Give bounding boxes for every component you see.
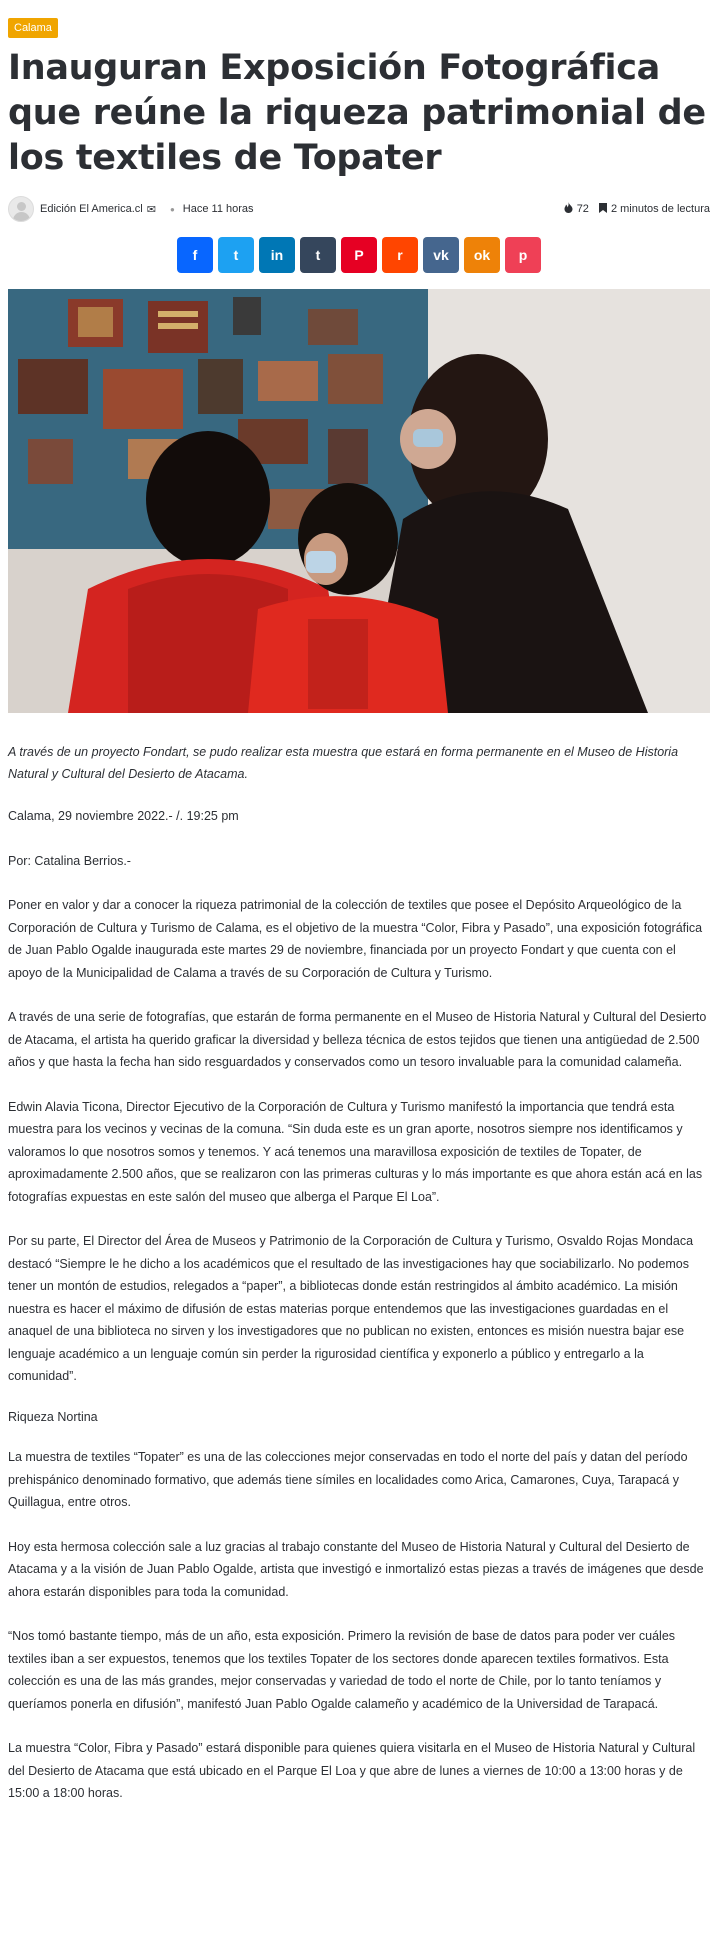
article-meta [8,195,710,223]
body-paragraph: La muestra “Color, Fibra y Pasado” estará disponible para quienes quiera visitarla en el Museo de Historia Natural y Cultural del Desierto de Atacama que está ubicado en el Parque El Loa y que abre de lunes a viernes de 10:00 a 13:00 horas y de 15:00 a 18:00 horas. [8,1741,696,1800]
article-title: Inauguran Exposición Fotográfica que reúne la riqueza patrimonial de los textiles de Topater [8,48,706,178]
image-caption: A través de un proyecto Fondart, se pudo realizar esta muestra que estará en forma permanente en el Museo de Historia Natural y Cultural del Desierto de Atacama. [8,745,679,781]
odnoklassniki-icon: ok [473,247,491,263]
share-twitter-button[interactable] [218,237,254,273]
time-ago: Hace 11 horas [182,203,254,215]
bookmark-icon [599,203,607,216]
body-paragraph: Poner en valor y dar a conocer la riqueza patrimonial de la colección de textiles que posee el Depósito Arqueológico de la Corporación de Cultura y Turismo de Calama, es el objetivo de la muestra “Color, Fibra y Pasado”, una exposición fotográfica de Juan Pablo Ogalde inaugurada este martes 29 de noviembre, financiada por un proyecto Fondart y que cuenta con el apoyo de la Municipalidad de Calama a través de su Corporación de Cultura y Turismo. [8,898,703,980]
featured-image[interactable] [8,289,710,713]
body-paragraph: “Nos tomó bastante tiempo, más de un año, esta exposición. Primero la revisión de base de datos para poder ver cuáles textiles iban a ser expuestos, tenemos que los textiles Topater de los sectores donde aparecen textiles formativos. Esta colección es una de las más grandes, mejor conservadas y variedad de todo el norte de Chile, por lo tanto teníamos y queríamos ponerla en difusión”, manifestó Juan Pablo Ogalde calameño y académico de la Universidad de Tarapacá. [8,1629,676,1711]
envelope-icon[interactable]: ✉ [146,203,156,216]
article-stats [564,202,710,216]
tumblr-icon: t [315,247,321,263]
byline: Por: Catalina Berrios.- [8,853,131,868]
body-paragraph: Hoy esta hermosa colección sale a luz gracias al trabajo constante del Museo de Historia Natural y Cultural del Desierto de Atacama y a la visión de Juan Pablo Ogalde, artista que investigó e inmortalizó estas piezas a través de imágenes que desde ahora estarán disponibles para toda la comunidad. [8,1539,704,1599]
view-count: 72 [576,203,589,215]
share-vk-button[interactable] [423,237,459,273]
share-odnoklassniki-button[interactable] [464,237,500,273]
share-pocket-button[interactable] [505,237,541,273]
body-paragraph: A través de una serie de fotografías, que estarán de forma permanente en el Museo de Historia Natural y Cultural del Desierto de Atacama, el artista ha querido graficar la diversidad y belleza técnica de estos tejidos que tienen una antigüedad de 2.500 años y que hasta la fecha han sido resguardados y conservados como un tesoro invaluable para la comunidad calameña. [8,1010,707,1069]
reading-time: 2 minutos de lectura [610,203,710,215]
pinterest-icon: P [354,247,364,263]
reddit-icon: r [397,247,403,263]
body-paragraph: Edwin Alavia Ticona, Director Ejecutivo de la Corporación de Cultura y Turismo manifestó la importancia que tendrá esta muestra para los vecinos y vecinas de la comuna. “Sin duda este es un gran aporte, nosotros siempre nos identificamos y valoramos lo que nosotros somos y tenemos. Y acá tenemos una maravillosa exposición de textiles de Topater, de aproximadamente 2.500 años, que se realizaron con las primeras culturas y lo más importante es que ahora están acá en las fotografías expuestas en este salón del museo que alberga el Parque El Loa”. [8,1099,703,1204]
fire-icon [564,202,573,216]
category-badge[interactable]: Calama [8,18,58,38]
linkedin-icon: in [270,247,284,263]
share-facebook-button[interactable] [177,237,213,273]
section-subheading: Riqueza Nortina [8,1409,98,1424]
twitter-icon: t [233,247,239,263]
share-reddit-button[interactable] [382,237,418,273]
vk-icon: vk [433,247,449,263]
facebook-icon: f [192,247,198,263]
author-name[interactable]: Edición El America.cl [40,203,143,215]
body-paragraph: La muestra de textiles “Topater” es una de las colecciones mejor conservadas en todo el norte del país y datan del período prehispánico denominado formativo, que además tiene símiles en localidades como Arica, Camarones, Cuya, Tarapacá y Quillagua, entre otros. [8,1450,688,1509]
separator-dot: ● [169,204,175,214]
share-pinterest-button[interactable] [341,237,377,273]
dateline: Calama, 29 noviembre 2022.- /. 19:25 pm [8,809,239,823]
share-bar [8,237,710,273]
share-tumblr-button[interactable] [300,237,336,273]
share-linkedin-button[interactable] [259,237,295,273]
pocket-icon: p [518,247,528,263]
body-paragraph: Por su parte, El Director del Área de Museos y Patrimonio de la Corporación de Cultura y Turismo, Osvaldo Rojas Mondaca destacó “Siempre le he dicho a los académicos que el resultado de las investigaciones hay que sociabilizarlo. No podemos tener un montón de estudios, relegados a “paper”, a bibliotecas donde están restringidos al ámbito académico. La misión nuestra es hacer el máximo de difusión de estas materias porque entendemos que las investigaciones guardadas en el anaquel de una biblioteca no sirven y los investigadores que no publican no existen, entonces es misión nuestra bajar ese lenguaje académico a un lenguaje común sin perder la rigurosidad científica y exponerlo a público y entregarlo a la comunidad”. [8,1234,694,1383]
author-avatar[interactable] [8,196,34,222]
